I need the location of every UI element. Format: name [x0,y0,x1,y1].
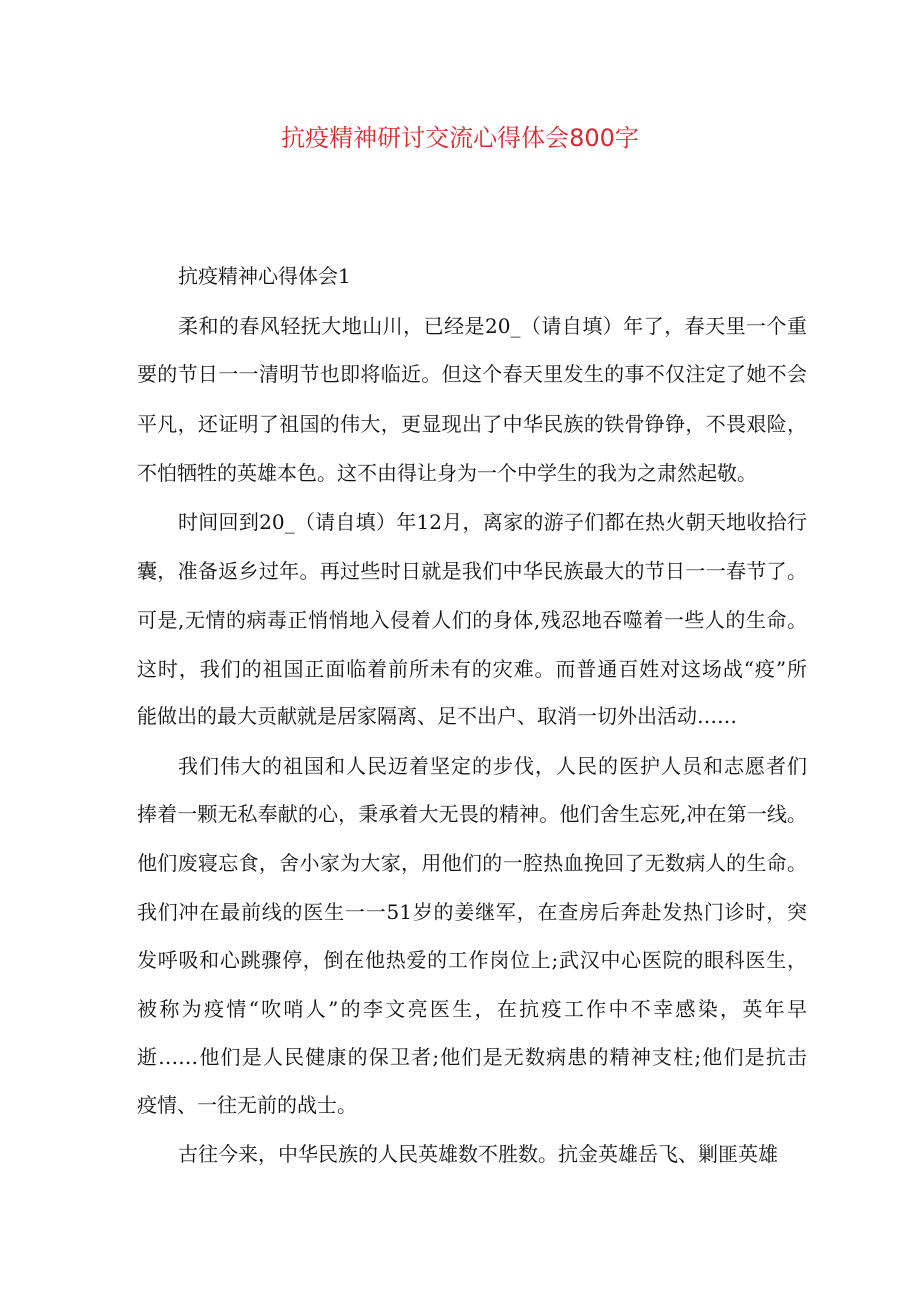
paragraph-line: 我们冲在最前线的医生一一51岁的姜继军，在查房后奔赴发热门诊时，突 [137,900,807,924]
paragraph-line: 我们伟大的祖国和人民迈着坚定的步伐，人民的医护人员和志愿者们 [178,754,807,778]
paragraph-line: 要的节日一一清明节也即将临近。但这个春天里发生的事不仅注定了她不会 [137,362,807,386]
paragraph-line: 可是,无情的病毒正悄悄地入侵着人们的身体,残忍地吞噬着一些人的生命。 [137,608,807,632]
paragraph-line: 被称为疫情“吹哨人”的李文亮医生，在抗疫工作中不幸感染，英年早 [137,997,807,1021]
paragraph-line: 囊，准备返乡过年。再过些时日就是我们中华民族最大的节日一一春节了。 [137,559,807,583]
paragraph-line: 这时，我们的祖国正面临着前所未有的灾难。而普通百姓对这场战“疫”所 [137,657,807,681]
paragraph-line: 捧着一颗无私奉献的心，秉承着大无畏的精神。他们舍生忘死,冲在第一线。 [137,802,807,826]
paragraph-line: 不怕牺牲的英雄本色。这不由得让身为一个中学生的我为之肃然起敬。 [137,461,757,485]
paragraph-line: 他们废寝忘食，舍小家为大家，用他们的一腔热血挽回了无数病人的生命。 [137,851,807,875]
paragraph-line: 疫情、一往无前的战士。 [137,1093,357,1117]
paragraph-line: 平凡，还证明了祖国的伟大，更显现出了中华民族的铁骨铮铮，不畏艰险， [137,412,807,436]
paragraph-line: 时间回到20_（请自填）年12月，离家的游子们都在热火朝天地收拾行 [178,510,807,534]
paragraph-line: 逝……他们是人民健康的保卫者;他们是无数病患的精神支柱;他们是抗击 [137,1045,807,1069]
document-title: 抗疫精神研讨交流心得体会800字 [281,124,639,152]
section-heading: 抗疫精神心得体会1 [178,264,351,288]
paragraph-line: 柔和的春风轻抚大地山川，已经是20_（请自填）年了，春天里一个重 [178,314,807,338]
paragraph-line: 古往今来，中华民族的人民英雄数不胜数。抗金英雄岳飞、剿匪英雄 [178,1142,778,1166]
paragraph-line: 能做出的最大贡献就是居家隔离、足不出户、取消一切外出活动…… [137,704,737,728]
paragraph-line: 发呼吸和心跳骤停，倒在他热爱的工作岗位上;武汉中心医院的眼科医生， [137,948,807,972]
